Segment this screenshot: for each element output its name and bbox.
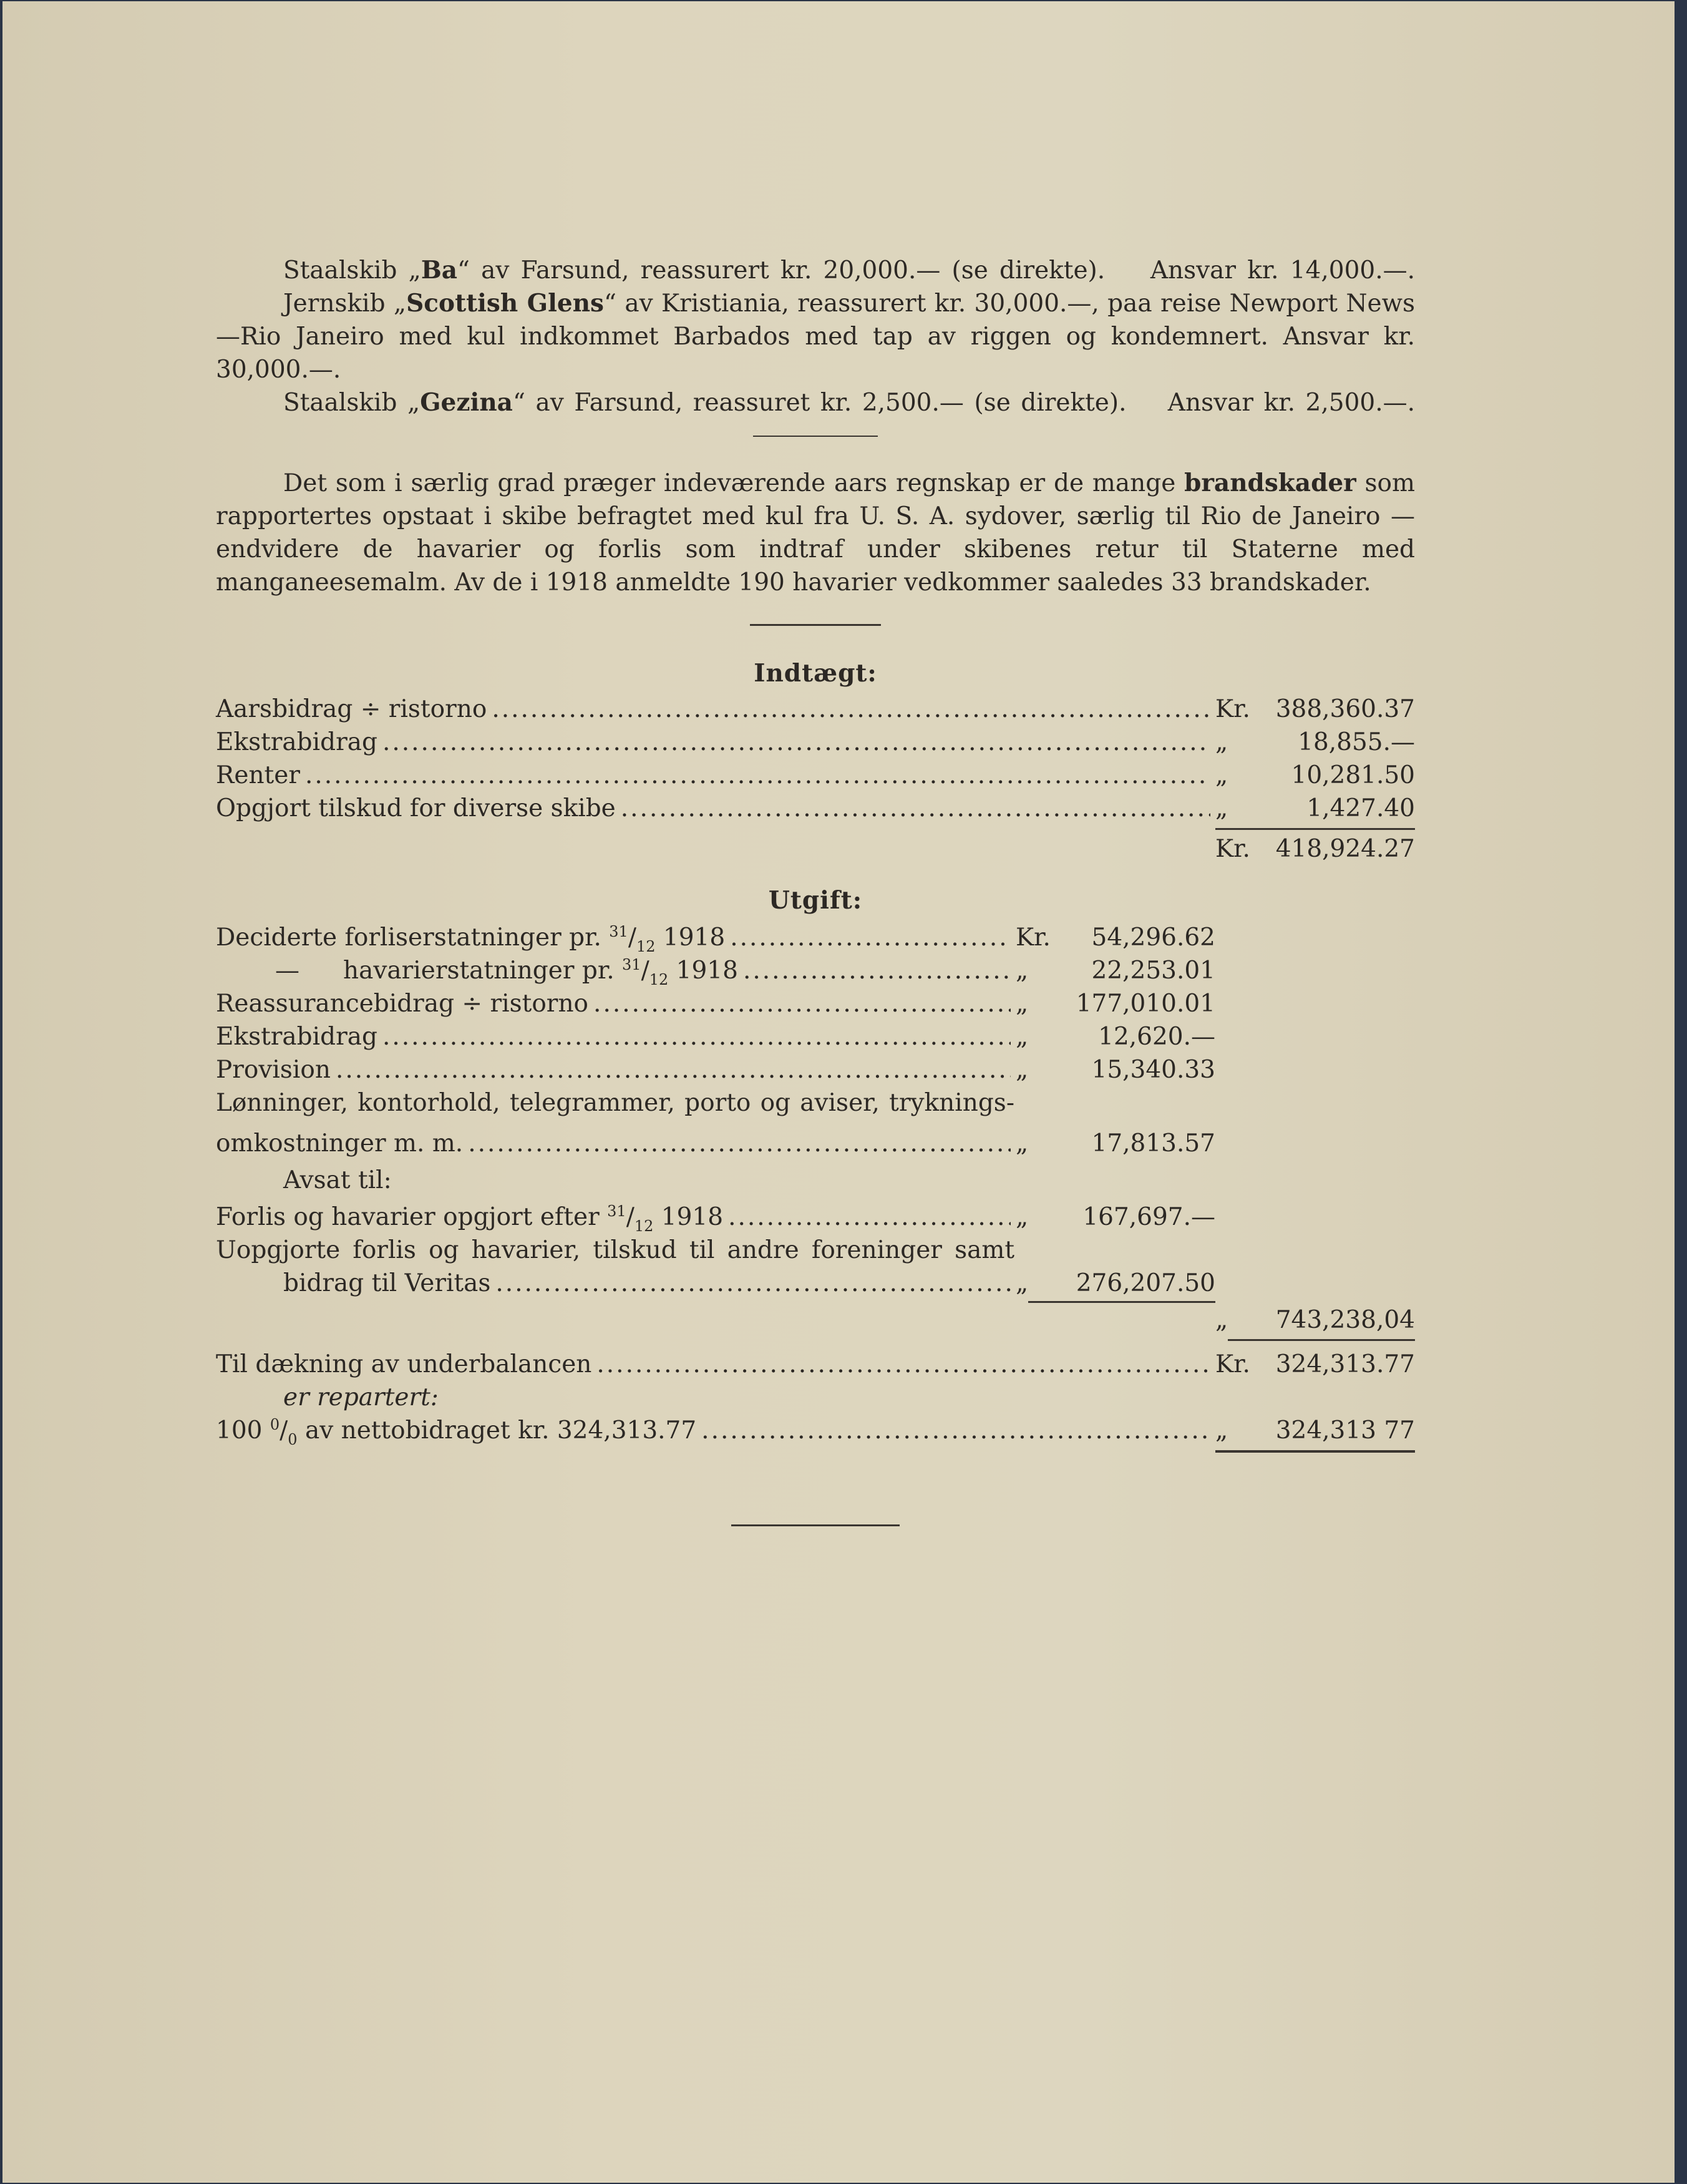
row-label: Opgjort tilskud for diverse skibe: [216, 794, 616, 822]
currency-unit: „: [1016, 990, 1029, 1018]
text: Deciderte forliserstatninger pr.: [216, 924, 601, 952]
ship-entry-gezina: [216, 386, 1415, 419]
leader-dots: [336, 1053, 1011, 1086]
expense-total: 743,238,04: [1275, 1306, 1415, 1334]
row-amount: 10,281.50: [1291, 761, 1415, 789]
summary-paragraph: [216, 467, 1415, 599]
expense-row: [216, 1267, 1415, 1300]
income-heading: Indtægt:: [754, 659, 877, 688]
row-amount: 388,360.37: [1275, 695, 1415, 723]
currency-unit: „: [1215, 1306, 1228, 1334]
currency-unit: „: [1016, 957, 1029, 985]
row-label: Provision: [216, 1056, 331, 1084]
expense-row: [216, 987, 1415, 1020]
leader-dots: [743, 954, 1011, 987]
currency-unit: Kr.: [1215, 695, 1250, 723]
expense-row: [216, 921, 1415, 954]
currency-unit: „: [1016, 1023, 1029, 1051]
leader-dots: [382, 1020, 1011, 1053]
coverage-row: [216, 1348, 1415, 1381]
row-amount: 167,697.—: [1082, 1203, 1215, 1231]
row-label: Renter: [216, 761, 300, 789]
leader-dots: [728, 1201, 1011, 1234]
expense-heading: Utgift:: [768, 886, 863, 915]
currency-unit: Kr.: [1215, 835, 1250, 863]
leader-dots: [305, 759, 1210, 792]
percent-sign-part: /: [280, 1416, 288, 1445]
fraction-denominator: 12: [636, 938, 656, 955]
expense-row: [216, 954, 1415, 987]
sum-rule: [1028, 1301, 1215, 1303]
expense-row-continued: [216, 1234, 1415, 1267]
currency-unit: Kr.: [1215, 1350, 1250, 1378]
row-label: Til dækning av underbalancen: [216, 1350, 592, 1378]
coverage-subheading: [216, 1381, 1415, 1414]
text: Forlis og havarier opgjort efter: [216, 1203, 600, 1231]
expense-total-row: [216, 1304, 1415, 1337]
expense-row: [216, 1201, 1415, 1234]
row-amount: 12,620.—: [1098, 1023, 1215, 1051]
row-amount: 324,313 77: [1275, 1416, 1415, 1445]
leader-dots: [701, 1414, 1210, 1447]
row-label: Aarsbidrag ÷ ristorno: [216, 695, 487, 723]
fraction-denominator: 12: [634, 1217, 654, 1235]
leader-dots: [382, 726, 1210, 759]
row-label: Ekstrabidrag: [216, 728, 377, 756]
ship-name: Scottish Glens: [406, 289, 605, 318]
text: “ av Farsund, reassurert kr. 20,000.— (se direkte).: [457, 256, 1106, 285]
text: 1918: [663, 924, 726, 952]
fraction-denominator: 12: [649, 971, 669, 988]
currency-unit: „: [1016, 1056, 1029, 1084]
row-amount: 17,813.57: [1091, 1129, 1215, 1158]
income-row: [216, 693, 1415, 726]
document-content: [216, 254, 1415, 1526]
text: Staalskib „: [283, 256, 421, 285]
fraction-numerator: 31: [622, 956, 641, 973]
subheading-row: [216, 1164, 1415, 1197]
bold-term: brandskader: [1184, 469, 1356, 497]
leader-dots: [492, 693, 1210, 726]
leader-dots: [468, 1127, 1011, 1160]
currency-unit: „: [1215, 794, 1228, 822]
percent-sign-part: 0: [270, 1416, 280, 1433]
ship-name: Ba: [421, 256, 458, 285]
row-label: Deciderte forliserstatninger pr. $^{31}/_{12}$ 1918: [216, 923, 726, 955]
row-label: — havarierstatninger pr. $^{31}/_{12}$ 1918: [216, 954, 738, 990]
row-amount: 54,296.62: [1091, 924, 1215, 952]
row-label: bidrag til Veritas: [283, 1269, 491, 1297]
row-amount: 177,010.01: [1076, 990, 1215, 1018]
currency-unit: „: [1215, 1416, 1228, 1445]
divider: [731, 1524, 900, 1526]
row-label-line1: Uopgjorte forlis og havarier, tilskud til andre foreninger samt: [216, 1236, 1014, 1264]
leader-dots: [593, 987, 1011, 1020]
row-amount: 22,253.01: [1091, 957, 1215, 985]
ship-entry-ba: [216, 254, 1415, 287]
fraction-numerator: 31: [609, 923, 628, 940]
income-row: [216, 726, 1415, 759]
text: Det som i særlig grad præger indeværende aars regnskap er de mange: [283, 469, 1185, 497]
leader-dots: [495, 1267, 1011, 1300]
ditto-dash: —: [275, 957, 299, 985]
text: 1918: [661, 1203, 724, 1231]
coverage-row: [216, 1414, 1415, 1447]
row-amount: 1,427.40: [1306, 794, 1415, 822]
currency-unit: „: [1016, 1203, 1029, 1231]
income-total: 418,924.27: [1275, 835, 1415, 863]
text: Jernskib „: [283, 290, 407, 318]
text: havarierstatninger pr.: [343, 957, 615, 985]
avsat-subheading: Avsat til:: [283, 1166, 392, 1194]
text: Ansvar kr. 14,000.—.: [1150, 256, 1415, 285]
text: Ansvar kr. 2,500.—.: [1167, 389, 1415, 417]
row-label: Forlis og havarier opgjort efter $^{31}/_{12}$ 1918: [216, 1202, 724, 1235]
text: som rapportertes opstaat i skibe befragtet med kul fra U. S. A. sydover, særlig til Rio de Janeiro — endvidere de havarier og forlis som indtraf under skibenes retur til Staterne med manganeesemalm. Av de i 1918 anmeldte 190 havarier vedkommer saaledes 33 brandskader.: [216, 469, 1416, 597]
row-label-line1: Lønninger, kontorhold, telegrammer, porto og aviser, tryknings-: [216, 1089, 1014, 1117]
row-label: [216, 1414, 696, 1450]
double-sum-rule: [1215, 1450, 1415, 1453]
row-label: omkostninger m. m.: [216, 1129, 464, 1158]
text: 1918: [676, 957, 738, 985]
income-total-row: [216, 832, 1415, 865]
leader-dots: [596, 1348, 1210, 1381]
row-amount: 276,207.50: [1076, 1269, 1215, 1297]
row-amount: 15,340.33: [1091, 1056, 1215, 1084]
text: av nettobidraget kr. 324,313.77: [297, 1416, 697, 1445]
currency-unit: Kr.: [1016, 924, 1051, 952]
text: 100: [216, 1416, 263, 1445]
percent-sign-part: 0: [288, 1431, 298, 1448]
repartert-label: er repartert:: [283, 1383, 439, 1411]
sum-rule: [1228, 1339, 1415, 1341]
income-row: [216, 759, 1415, 792]
row-amount: 18,855.—: [1298, 728, 1415, 756]
row-label: Reassurancebidrag ÷ ristorno: [216, 990, 589, 1018]
expense-row: [216, 1127, 1415, 1160]
currency-unit: „: [1215, 728, 1228, 756]
expense-row: [216, 1053, 1415, 1086]
row-label: Ekstrabidrag: [216, 1023, 377, 1051]
leader-dots: [621, 792, 1210, 825]
currency-unit: „: [1016, 1129, 1029, 1158]
ship-entry-scottish-glens: [216, 287, 1415, 386]
income-row: [216, 792, 1415, 825]
document-page: [2, 1, 1675, 2183]
fraction-numerator: 31: [607, 1202, 626, 1220]
expense-row: [216, 1020, 1415, 1053]
row-amount: 324,313.77: [1275, 1350, 1415, 1378]
sum-rule: [1215, 828, 1415, 830]
text: “ av Farsund, reassuret kr. 2,500.— (se direkte).: [512, 389, 1127, 417]
currency-unit: „: [1215, 761, 1228, 789]
expense-row-continued: [216, 1086, 1415, 1119]
text: “ av Kristiania, reassurert kr. 30,000.—, paa reise Newport News—Rio Janeiro med kul indkommet Barbados med tap av riggen og kondemnert. Ansvar kr. 30,000.—.: [216, 290, 1415, 384]
ship-name: Gezina: [420, 388, 513, 417]
currency-unit: „: [1016, 1269, 1029, 1297]
text: Staalskib „: [283, 389, 421, 417]
leader-dots: [730, 921, 1011, 954]
